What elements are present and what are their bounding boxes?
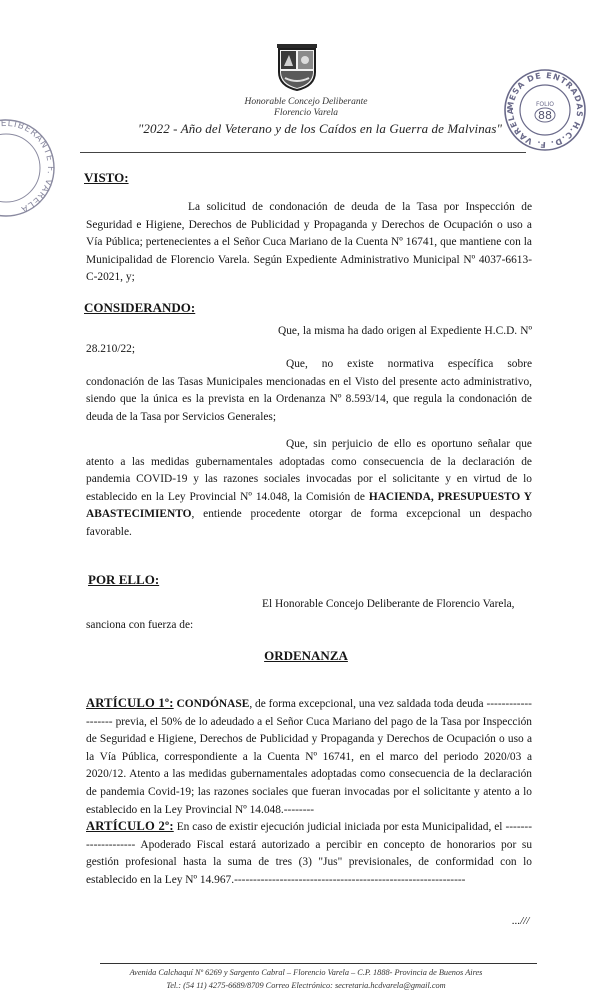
articulo-1-text-a: , de forma excepcional, una vez saldada toda deuda (249, 698, 484, 710)
visto-heading: VISTO: (84, 170, 129, 185)
council-name: Honorable Concejo Deliberante (244, 97, 368, 107)
entry-stamp (503, 68, 587, 152)
por-ello-heading: POR ELLO: (88, 572, 160, 587)
articulo-2-text-a: En caso de existir ejecución judicial iniciada por esta Municipalidad, el (176, 821, 503, 833)
hcd-sanction-line (86, 596, 532, 614)
ordenanza-heading: ORDENANZA (264, 648, 348, 663)
visto-paragraph (86, 199, 532, 287)
considerando-paragraph-1 (86, 323, 532, 358)
visto-text: La solicitud de condonación de deuda de la Tasa por Inspección de Seguridad e Higiene, Derechos de Publicidad y Propaganda y Derechos de Ocupación o uso a Vía Pública; pertenecientes a el Señor Cuca Mariano de la Cuenta Nº 16741, que mantiene con la Municipalidad de Florencio Varela. Según Expediente Administrativo Municipal Nº 4037-6613-C-2021, y; (86, 201, 532, 284)
condonase-word: CONDÓNASE (176, 698, 250, 710)
articulo-1-label: ARTÍCULO 1º: (86, 696, 174, 710)
continuation-mark: .../// (512, 915, 530, 927)
svg-text:CONCEJO DELIBERANTE F. VARELA (0, 119, 55, 214)
stamp-ring-text: MESA DE ENTRADAS H.C.D. F. VARELA (505, 70, 585, 150)
articulo-1 (86, 695, 532, 819)
articulo-1-dashes: ------------------- (86, 698, 532, 728)
partial-seal-stamp (0, 112, 56, 224)
articulo-2-dashes: -------------------- (86, 821, 532, 851)
considerando-text-3b: , entiende procedente otorgar de forma excepcional un despacho favorable. (86, 508, 532, 538)
footer-address: Avenida Calchaquí Nº 6269 y Sargento Cabral – Florencio Varela – C.P. 1888- Provincia de Buenos Aires (129, 968, 483, 977)
considerando-text-3a: Que, sin perjuicio de ello es oportuno señalar que atento a las medidas gubernamentales adoptadas como consecuencia de la declaración de pandemia COVID-19 y las razones sociales invocadas por el solicitante y en virtud de lo establecido en la Ley Provincial Nº 14.048, la Comisión de (86, 438, 532, 503)
header-divider (80, 152, 526, 153)
stamp-folio-number: 88 (538, 109, 552, 122)
considerando-text-1: Que, la misma ha dado origen al Expediente H.C.D. Nº 28.210/22; (86, 325, 532, 355)
sanciona-line: sanciona con fuerza de: (86, 619, 194, 631)
considerando-text-2: Que, no existe normativa específica sobre condonación de las Tasas Municipales mencionadas en el Visto del presente acto administrativo, siendo que la única es la prevista en la Ordenanza Nº 8.593/14, que regula la condonación de deuda de la Tasa por Servicios Generales; (86, 358, 532, 423)
municipal-crest-icon (271, 42, 323, 92)
council-city: Florencio Varela (274, 108, 338, 118)
considerando-heading: CONSIDERANDO: (84, 300, 196, 315)
considerando-paragraph-2 (86, 356, 532, 426)
partial-seal-text: ELIBERANTE F. VARELA (0, 118, 56, 215)
considerando-paragraph-3 (86, 436, 532, 542)
stamp-folio-label: FOLIO (535, 101, 555, 108)
articulo-2-label: ARTÍCULO 2º: (86, 819, 174, 833)
articulo-2 (86, 818, 532, 889)
hcd-text: El Honorable Concejo Deliberante de Florencio Varela, (262, 598, 515, 610)
year-motto: "2022 - Año del Veterano y de los Caídos en la Guerra de Malvinas" (137, 121, 503, 136)
footer-divider (100, 963, 537, 964)
commission-name: HACIENDA, PRESUPUESTO Y ABASTECIMIENTO (86, 490, 532, 521)
articulo-1-text-b: previa, el 50% de lo adeudado a el Señor Cuca Mariano del pago de la Tasa por Inspección de Seguridad e Higiene, Derechos de Publicidad y Propaganda y Derechos de Ocupación o uso a la Vía Pública, correspondiente a la Cuenta Nº 16741, en el marco del periodo 2020/03 a 2020/12. Atento a las medidas gubernamentales adoptadas como consecuencia de la declaración de pandemia Covid-19; las razones sociales que fueran invocadas por el solicitante y atento a lo establecido en la Ley Provincial Nº 14.048.-------- (86, 715, 532, 816)
articulo-2-text-b: Apoderado Fiscal estará autorizado a percibir en concepto de honorarios por su gestión profesional hasta la suma de tres (3) "Jus" previsionales, de conformidad con lo establecido en la Ley Nº 14.967.------------------------------------------------------------- (86, 838, 533, 886)
footer-contact: Tel.: (54 11) 4275-6689/8709 Correo Electrónico: secretaria.hcdvarela@gmail.com (166, 981, 446, 990)
